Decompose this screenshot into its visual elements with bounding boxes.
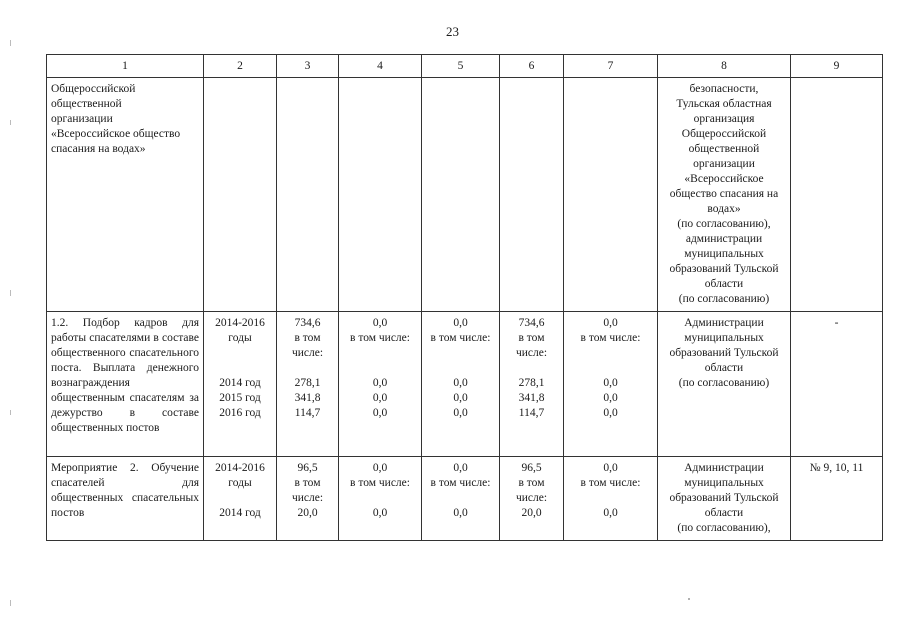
period-years: 2014-2016 [215,462,265,474]
empty-cell [422,78,500,312]
funding-cell-4 [339,312,422,457]
total-value: 0,0 [453,462,468,474]
table-row [47,312,883,457]
total-value: 0,0 [372,462,388,474]
text-line: муниципальных [684,477,764,489]
year-value: 114,7 [294,407,321,419]
header-cell-1: 1 [47,55,204,78]
header-cell-6: 6 [500,55,564,78]
year-value: 0,0 [603,507,618,519]
header-cell-4: 4 [339,55,422,78]
text-line: общество спасания на [669,188,779,200]
total-value: 0,0 [372,317,388,329]
activity-cell [47,457,204,541]
including-label: в том числе: [430,477,491,489]
funding-cell-6 [500,457,564,541]
year-value: 0,0 [603,392,618,404]
including-label: числе: [291,492,324,504]
text-line: Администрации [684,317,764,329]
text-line: организация [693,113,755,125]
period-years: 2014-2016 [215,317,265,329]
scan-artifact [688,598,690,600]
year-value: 0,0 [372,377,388,389]
text-line: водах» [707,203,741,215]
year-label: 2014 год [219,377,261,389]
header-cell-8: 8 [658,55,791,78]
text-line: «Всероссийское [684,173,764,185]
total-funding-cell [277,312,339,457]
empty-cell [339,78,422,312]
page-number: 23 [446,24,459,39]
year-value: 341,8 [294,392,321,404]
text-line: области [704,362,744,374]
including-label: в том числе: [350,477,410,489]
year-value: 0,0 [372,392,388,404]
executor-cell [658,312,791,457]
scan-artifact [10,410,11,415]
header-cell-5: 5 [422,55,500,78]
text-line: «Всероссийское общество [51,128,181,140]
year-value: 0,0 [372,507,388,519]
including-label: числе: [291,347,324,359]
year-label: 2014 год [219,507,261,519]
year-label: 2015 год [219,392,261,404]
indicator-cell [791,78,883,312]
empty-cell [277,78,339,312]
including-label: в том [518,332,545,344]
scan-artifact [10,120,11,125]
empty-cell [204,78,277,312]
scan-artifact [10,40,11,46]
year-value: 0,0 [453,407,468,419]
header-cell-7: 7 [564,55,658,78]
indicator-cell: - [791,312,883,457]
year-value: 0,0 [603,407,618,419]
including-label: числе: [515,347,548,359]
including-label: числе: [515,492,548,504]
organization-cell [47,78,204,312]
text-line: образований Тульской [669,492,779,504]
text-line: Тульская областная [676,98,772,110]
text-line: области [704,507,744,519]
scan-artifact [10,600,11,606]
period-unit: годы [228,332,252,344]
text-line: Общероссийской [51,83,136,95]
text-line: (по согласованию), [677,218,771,230]
table-row [47,78,883,312]
text-line: муниципальных [684,332,764,344]
activity-cell [47,312,204,457]
year-value: 278,1 [294,377,321,389]
text-line: общественной [51,98,122,110]
year-value: 0,0 [453,377,468,389]
text-line: образований Тульской [669,263,779,275]
text-line: безопасности, [689,83,759,95]
including-label: в том числе: [580,332,641,344]
year-label: 2016 год [219,407,261,419]
header-cell-2: 2 [204,55,277,78]
funding-cell-4 [339,457,422,541]
period-unit: годы [228,477,252,489]
year-value: 20,0 [297,507,318,519]
activity-text: Мероприятие 2. Обучение спасателей для общественных спасательных постов [51,462,199,519]
year-value: 0,0 [603,377,618,389]
year-value: 278,1 [518,377,545,389]
empty-cell [500,78,564,312]
activity-text: 1.2. Подбор кадров для работы спасателями в составе общественного спасательного поста. Выплата денежного вознаграждения общественным спасателям за дежурство в составе общественных постов [51,317,199,434]
header-cell-9: 9 [791,55,883,78]
text-line: Общероссийской [681,128,767,140]
year-value: 114,7 [518,407,545,419]
including-label: в том числе: [580,477,641,489]
header-row [47,55,883,78]
funding-cell-5 [422,312,500,457]
including-label: в том [294,477,321,489]
text-line: (по согласованию) [678,293,770,305]
total-value: 734,6 [294,317,321,329]
text-line: организации [693,158,755,170]
total-value: 734,6 [518,317,545,329]
year-value: 341,8 [518,392,545,404]
year-value: 20,0 [521,507,542,519]
total-value: 96,5 [297,462,318,474]
total-value: 0,0 [603,317,618,329]
text-line: области [704,278,744,290]
funding-cell-7 [564,457,658,541]
header-cell-3: 3 [277,55,339,78]
funding-cell-7 [564,312,658,457]
funding-cell-5 [422,457,500,541]
total-value: 96,5 [521,462,542,474]
funding-cell-6 [500,312,564,457]
text-line: Администрации [684,462,764,474]
text-line: администрации [685,233,763,245]
text-line: муниципальных [684,248,764,260]
including-label: в том [294,332,321,344]
text-line: (по согласованию), [677,522,771,534]
including-label: в том числе: [430,332,491,344]
scan-artifact [10,290,11,296]
empty-cell [564,78,658,312]
indicator-cell: № 9, 10, 11 [791,457,883,541]
period-cell [204,457,277,541]
year-value: 0,0 [453,507,468,519]
including-label: в том числе: [350,332,410,344]
year-value: 0,0 [453,392,468,404]
including-label: в том [518,477,545,489]
executor-cell [658,457,791,541]
total-value: 0,0 [603,462,618,474]
executor-cell [658,78,791,312]
text-line: (по согласованию) [678,377,770,389]
text-line: спасания на водах» [51,143,146,155]
period-cell [204,312,277,457]
program-table [46,54,883,541]
total-value: 0,0 [453,317,468,329]
total-funding-cell [277,457,339,541]
text-line: образований Тульской [669,347,779,359]
table-row [47,457,883,541]
text-line: организации [51,113,113,125]
year-value: 0,0 [372,407,388,419]
text-line: общественной [688,143,760,155]
